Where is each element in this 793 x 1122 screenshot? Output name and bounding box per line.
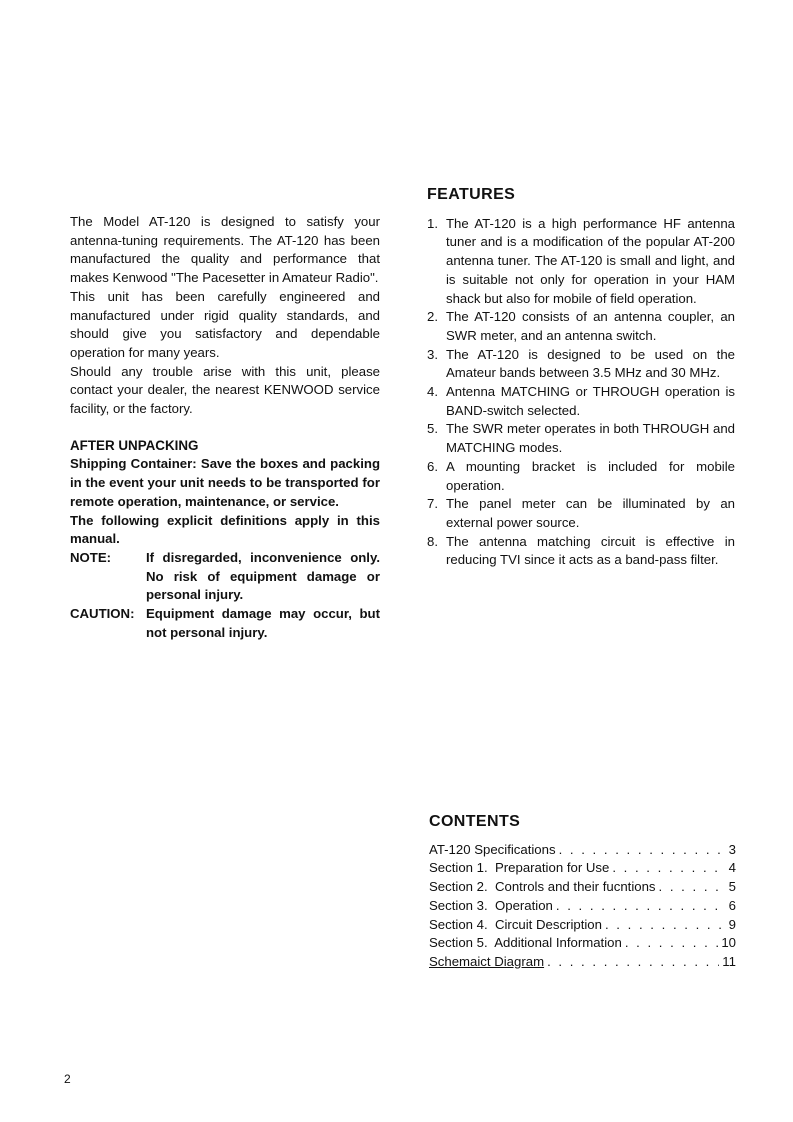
- feature-number: 4.: [427, 384, 438, 400]
- definition-term: CAUTION:: [70, 606, 135, 622]
- definitions-intro: The following explicit definitions apply in this manual.: [70, 512, 380, 547]
- feature-number: 1.: [427, 215, 438, 231]
- toc-entry: [429, 897, 736, 916]
- feature-text: A mounting bracket is included for mobile operation.: [446, 458, 735, 493]
- toc-leader-dots: [556, 897, 726, 916]
- left-column: [70, 213, 380, 642]
- intro-section: [70, 213, 380, 419]
- toc-label: AT-120 Specifications: [429, 841, 556, 857]
- features-list: [427, 215, 735, 570]
- contents-heading: CONTENTS: [429, 813, 521, 830]
- toc-entry: [429, 934, 736, 953]
- feature-number: 8.: [427, 533, 438, 549]
- feature-text: The AT-120 is designed to be used on the Amateur bands between 3.5 MHz and 30 MHz.: [446, 346, 735, 381]
- toc-leader-dots: [612, 859, 725, 878]
- toc-label: Section 5. Additional Information: [429, 935, 622, 951]
- feature-item: [427, 346, 735, 383]
- feature-number: 3.: [427, 346, 438, 362]
- definition-caution: [70, 605, 380, 642]
- intro-paragraph-2: This unit has been carefully engineered and manufactured under rigid quality standards, and should give you satisfactory and dependable operation for many years.: [70, 288, 380, 360]
- toc-leader-dots: [625, 934, 719, 953]
- definition-note: [70, 549, 380, 605]
- toc-page-number: 10: [721, 935, 736, 951]
- feature-item: [427, 308, 735, 345]
- feature-text: The panel meter can be illuminated by an external power source.: [446, 496, 735, 530]
- contents-section: [429, 813, 736, 972]
- feature-number: 7.: [427, 496, 438, 512]
- feature-item: [427, 533, 735, 570]
- features-section: [427, 186, 735, 570]
- intro-paragraph-1: The Model AT-120 is designed to satisfy your antenna-tuning requirements. The AT-120 has been manufactured the quality and performance that makes Kenwood "The Pacesetter in Amateur Radio".: [70, 214, 380, 286]
- toc-label: Section 1. Preparation for Use: [429, 860, 610, 876]
- feature-text: The antenna matching circuit is effective in reducing TVI since it acts as a band-pass filter.: [446, 533, 735, 568]
- toc-page-number: 3: [728, 841, 736, 857]
- toc-leader-dots: [659, 878, 726, 897]
- feature-number: 6.: [427, 458, 438, 474]
- shipping-container-text: Shipping Container: Save the boxes and packing in the event your unit needs to be transported for remote operation, maintenance, or service.: [70, 456, 380, 509]
- feature-item: [427, 215, 735, 309]
- feature-text: The SWR meter operates in both THROUGH and MATCHING modes.: [446, 421, 735, 456]
- after-unpacking-section: [70, 455, 380, 642]
- definition-text: Equipment damage may occur, but not personal injury.: [146, 606, 380, 640]
- toc-page-number: 9: [728, 916, 736, 932]
- feature-item: [427, 458, 735, 495]
- toc-entry: [429, 878, 736, 897]
- toc-page-number: 11: [722, 953, 736, 969]
- toc-label: Section 2. Controls and their fucntions: [429, 879, 656, 895]
- after-unpacking-heading: AFTER UNPACKING: [70, 437, 199, 453]
- toc-entry: [429, 953, 736, 972]
- toc-entry: [429, 916, 736, 935]
- page-number: 2: [64, 1072, 71, 1086]
- toc-label: Section 4. Circuit Description: [429, 916, 602, 932]
- toc-entry: [429, 841, 736, 860]
- toc-page-number: 6: [728, 897, 736, 913]
- feature-item: [427, 420, 735, 457]
- feature-text: Antenna MATCHING or THROUGH operation is BAND-switch selected.: [446, 384, 735, 418]
- toc-label: Schemaict Diagram: [429, 953, 545, 969]
- definition-term: NOTE:: [70, 549, 112, 565]
- toc-leader-dots: [559, 841, 726, 860]
- feature-text: The AT-120 consists of an antenna coupler, an SWR meter, and an antenna switch.: [446, 309, 735, 343]
- feature-number: 2.: [427, 309, 438, 325]
- toc-leader-dots: [605, 916, 726, 935]
- feature-number: 5.: [427, 421, 438, 437]
- definition-text: If disregarded, inconvenience only. No risk of equipment damage or personal injury.: [146, 549, 380, 603]
- toc-page-number: 5: [728, 879, 736, 895]
- toc-label: Section 3. Operation: [429, 897, 553, 913]
- features-heading: FEATURES: [427, 186, 516, 203]
- feature-item: [427, 495, 735, 532]
- toc-entry: [429, 859, 736, 878]
- toc-leader-dots: [547, 953, 719, 972]
- feature-item: [427, 383, 735, 420]
- feature-text: The AT-120 is a high performance HF antenna tuner and is a modification of the popular AT-200 antenna tuner. The AT-120 is small and light, and is suitable not only for operation in your HAM shack but also for mobile of field operation.: [446, 215, 735, 306]
- intro-paragraph-3: Should any trouble arise with this unit, please contact your dealer, the nearest KENWOOD service facility, or the factory.: [70, 363, 380, 417]
- toc-page-number: 4: [728, 860, 736, 876]
